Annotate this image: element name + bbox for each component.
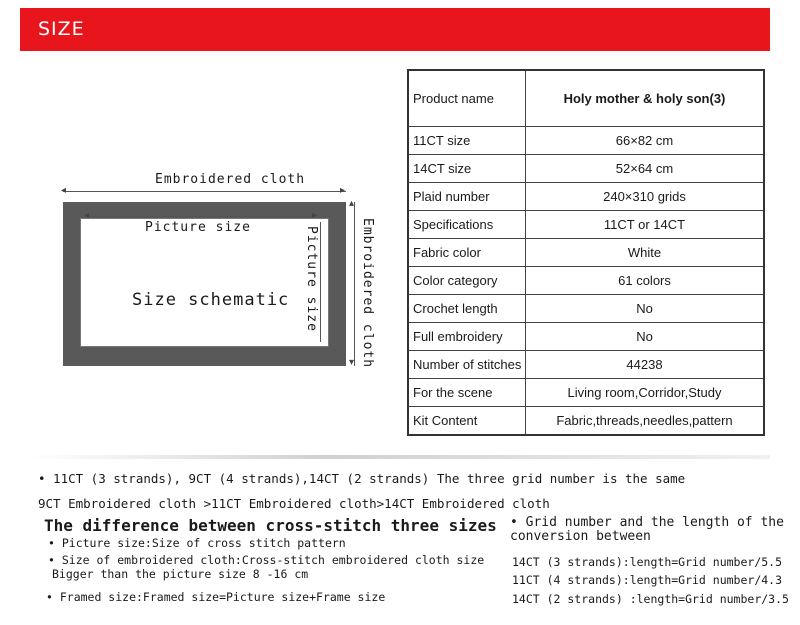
row-label: Color category (408, 267, 526, 295)
picture-width-dimension-line (86, 216, 318, 217)
cloth-height-dimension-line (354, 202, 355, 366)
row-label: 11CT size (408, 127, 526, 155)
grid-conversion-title: • Grid number and the length of the conversion between (510, 515, 784, 544)
row-label: Full embroidery (408, 323, 526, 351)
row-label: Number of stitches (408, 351, 526, 379)
row-value: 52×64 cm (526, 155, 765, 183)
row-label: Kit Content (408, 407, 526, 436)
picture-size-vertical-label: Picture size (304, 226, 319, 332)
picture-area (80, 218, 329, 347)
strands-note: • 11CT (3 strands), 9CT (4 strands),14CT (2 strands) The three grid number is the same (38, 471, 686, 486)
table-row (408, 211, 764, 239)
row-label: Specifications (408, 211, 526, 239)
arrow-left-icon: ◂ (84, 210, 90, 221)
picture-size-note: • Picture size:Size of cross stitch pattern (48, 536, 346, 550)
picture-size-label: Picture size (145, 220, 251, 235)
conversion-11ct-4-strands: 11CT (4 strands):length=Grid number/4.3 (512, 573, 783, 587)
table-row (408, 70, 764, 127)
table-row (408, 407, 764, 436)
conversion-14ct-2-strands: 14CT (2 strands) :length=Grid number/3.5 (512, 592, 789, 606)
row-label: Plaid number (408, 183, 526, 211)
row-value: No (526, 323, 765, 351)
banner-title: SIZE (38, 18, 85, 40)
arrow-right-icon: ▸ (312, 210, 318, 221)
table-row (408, 323, 764, 351)
row-label: 14CT size (408, 155, 526, 183)
cloth-width-dimension-line (63, 191, 346, 192)
cloth-size-note-continued: Bigger than the picture size 8 -16 cm (52, 567, 309, 581)
row-value: White (526, 239, 765, 267)
table-row (408, 183, 764, 211)
row-value: 61 colors (526, 267, 765, 295)
table-row (408, 127, 764, 155)
product-spec-table (407, 69, 765, 436)
row-value: 11CT or 14CT (526, 211, 765, 239)
row-label: Fabric color (408, 239, 526, 267)
picture-height-dimension-line (320, 222, 321, 342)
table-row (408, 155, 764, 183)
arrow-up-icon: ▴ (349, 198, 355, 209)
arrow-down-icon: ▾ (349, 357, 355, 368)
row-value: No (526, 295, 765, 323)
row-value: Fabric,threads,needles,pattern (526, 407, 765, 436)
framed-size-note: • Framed size:Framed size=Picture size+Frame size (46, 590, 386, 604)
product-name-label: Product name (408, 70, 526, 127)
embroidered-cloth-label: Embroidered cloth (155, 172, 306, 187)
row-value: 240×310 grids (526, 183, 765, 211)
size-banner (20, 8, 770, 51)
row-label: Crochet length (408, 295, 526, 323)
arrow-right-icon: ▸ (340, 185, 346, 196)
table-row (408, 295, 764, 323)
row-label: For the scene (408, 379, 526, 407)
cloth-order-note: 9CT Embroidered cloth >11CT Embroidered cloth>14CT Embroidered cloth (38, 496, 550, 511)
product-name-value: Holy mother & holy son(3) (526, 70, 765, 127)
table-row (408, 351, 764, 379)
table-row (408, 267, 764, 295)
arrow-left-icon: ◂ (61, 185, 67, 196)
row-value: 44238 (526, 351, 765, 379)
table-row (408, 379, 764, 407)
difference-title: The difference between cross-stitch three sizes (44, 516, 497, 535)
embroidered-cloth-vertical-label: Embroidered cloth (360, 218, 375, 369)
row-value: 66×82 cm (526, 127, 765, 155)
size-schematic-label: Size schematic (132, 290, 290, 310)
cloth-size-note: • Size of embroidered cloth:Cross-stitch embroidered cloth size (48, 553, 485, 567)
divider (30, 455, 770, 459)
conversion-14ct-3-strands: 14CT (3 strands):length=Grid number/5.5 (512, 555, 783, 569)
row-value: Living room,Corridor,Study (526, 379, 765, 407)
table-row (408, 239, 764, 267)
